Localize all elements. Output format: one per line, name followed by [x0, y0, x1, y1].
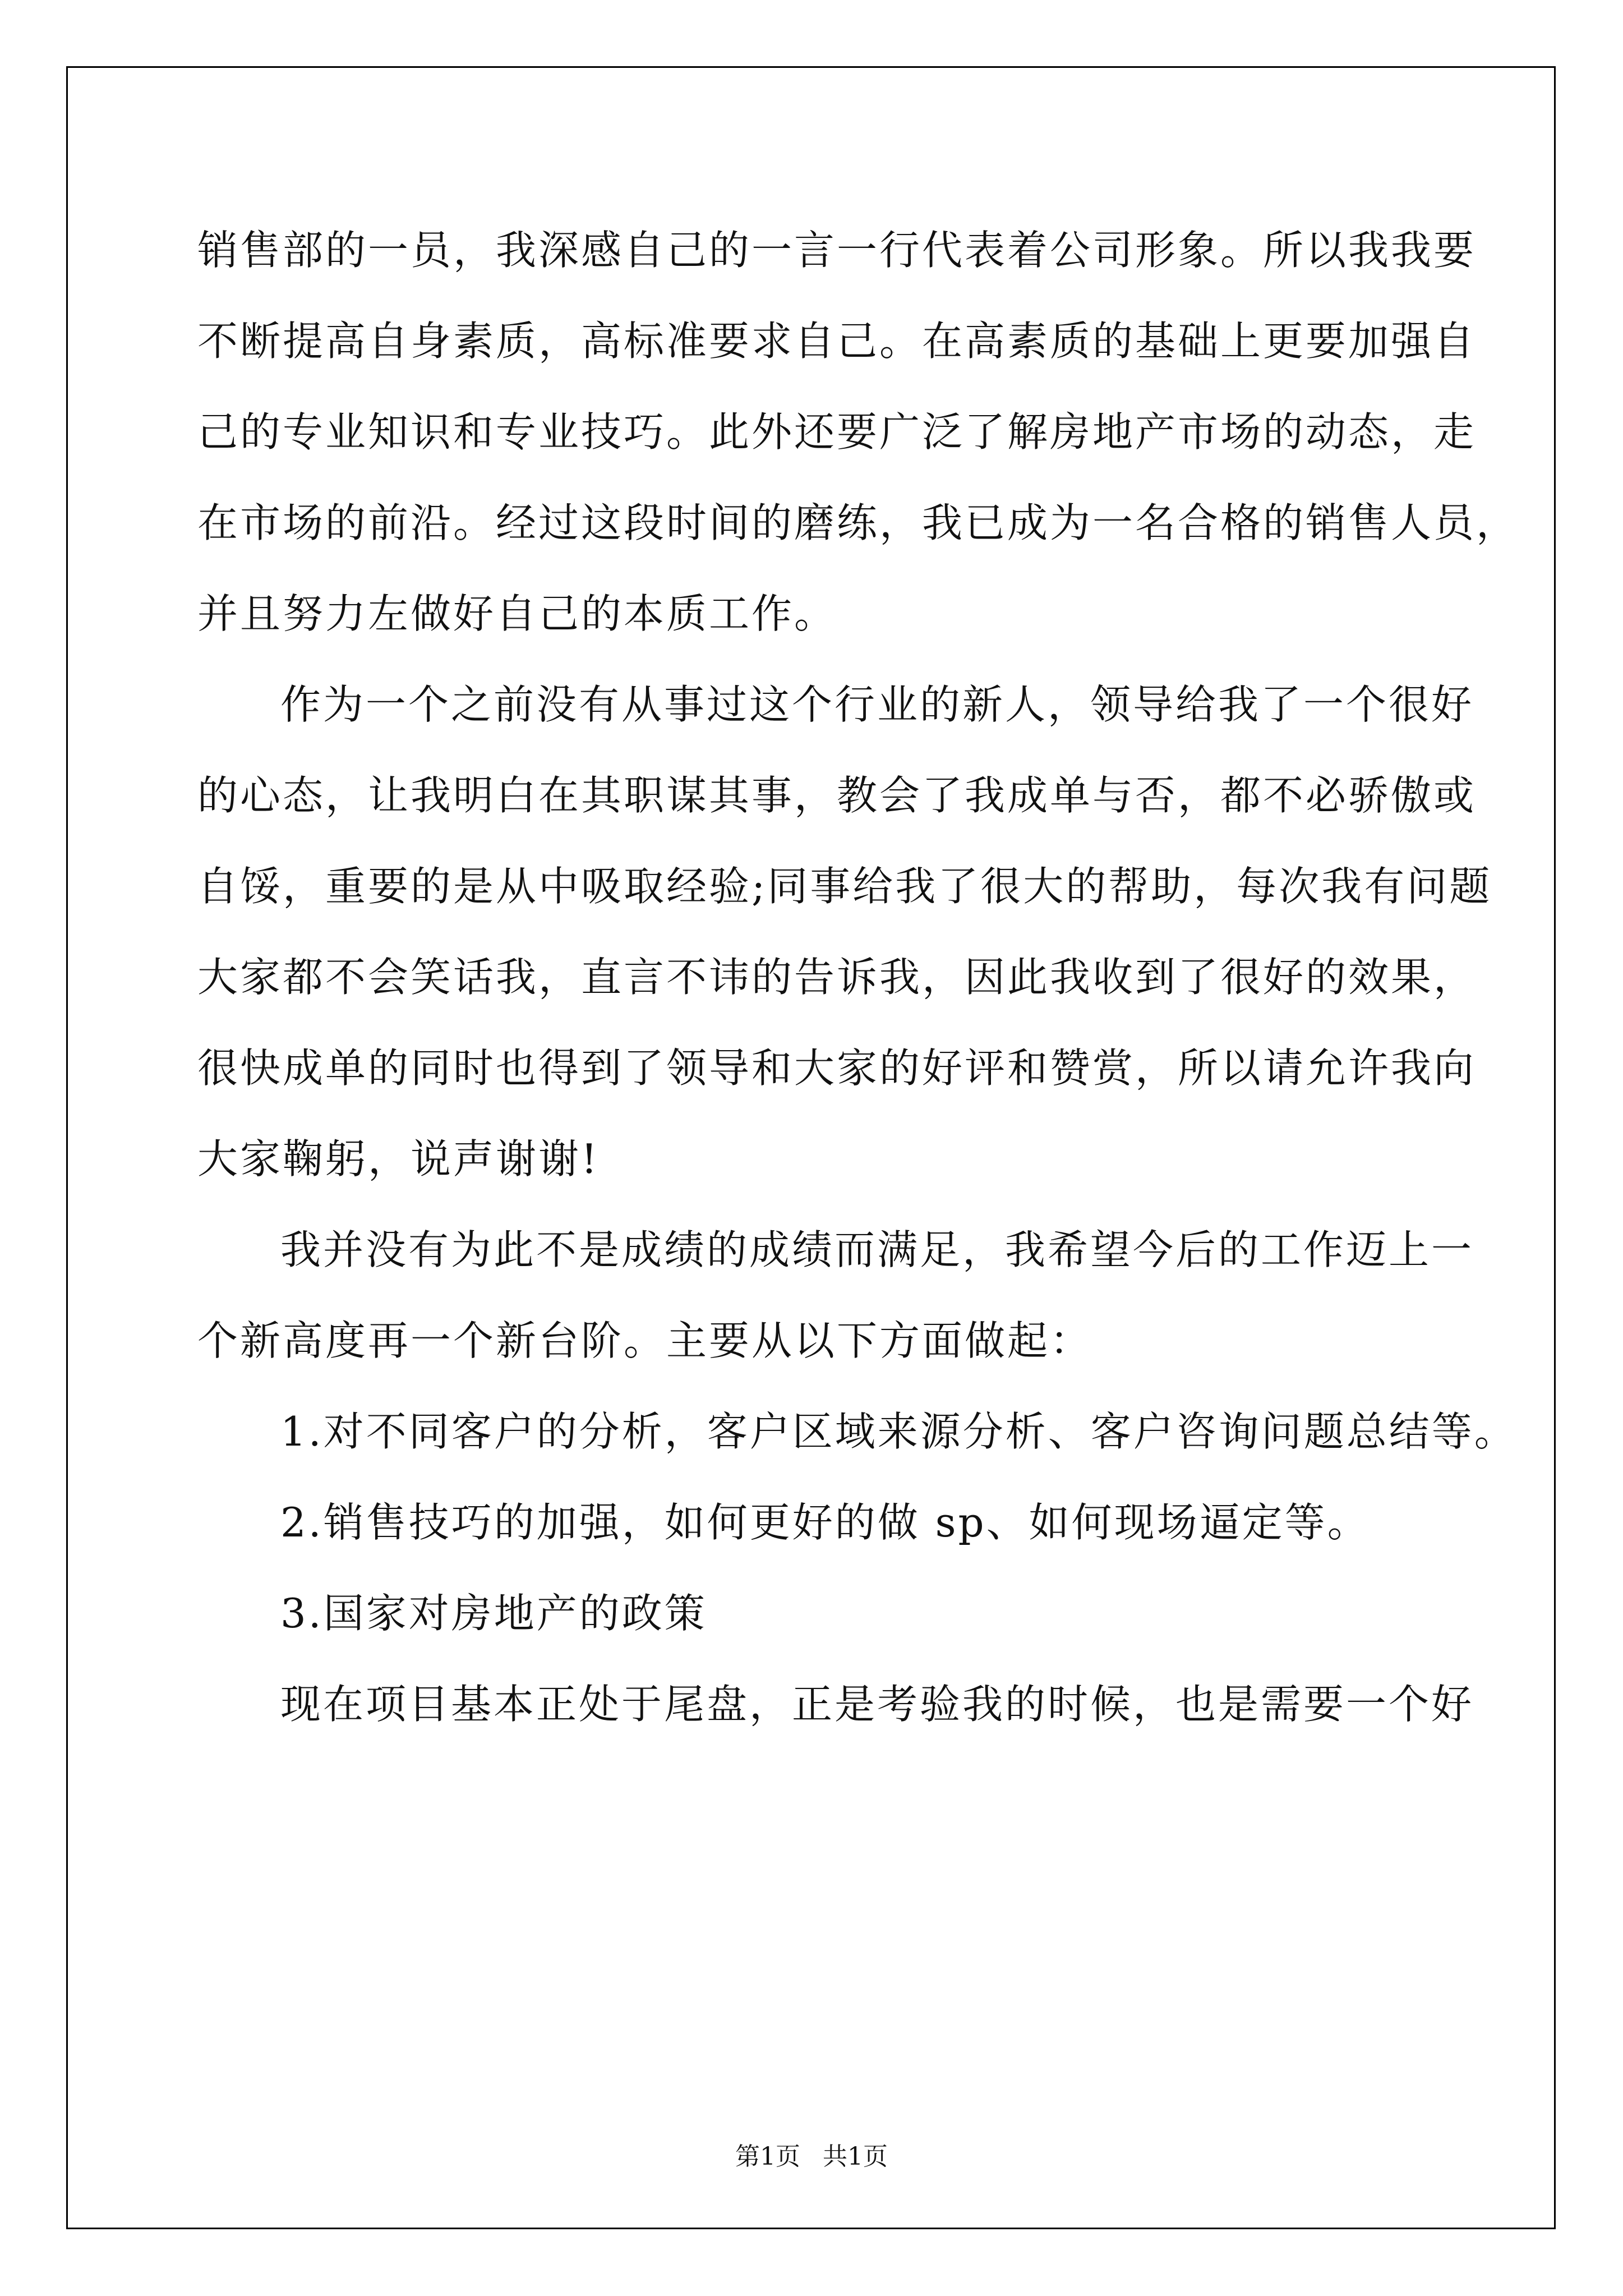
- text-line: 己的专业知识和专业技巧。此外还要广泛了解房地产市场的动态，走: [197, 408, 1477, 455]
- list-item: 2.销售技巧的加强，如何更好的做 sp、如何现场逼定等。: [280, 1499, 1370, 1546]
- list-item: 3.国家对房地产的政策: [280, 1590, 707, 1637]
- text-line: 的心态，让我明白在其职谋其事，教会了我成单与否，都不必骄傲或: [197, 772, 1477, 819]
- paragraph-first-line: 现在项目基本正处于尾盘，正是考验我的时候，也是需要一个好: [280, 1681, 1474, 1728]
- document-body: [197, 205, 1519, 1750]
- page-number: 第1页: [735, 2142, 800, 2171]
- text-line: 并且努力左做好自己的本质工作。: [197, 590, 837, 637]
- text-line: 销售部的一员，我深感自己的一言一行代表着公司形象。所以我我要: [197, 227, 1477, 274]
- text-line: 自馁，重要的是从中吸取经验;同事给我了很大的帮助，每次我有问题: [197, 863, 1492, 910]
- text-line: 不断提高自身素质，高标准要求自己。在高素质的基础上更要加强自: [197, 318, 1477, 365]
- text-line: 大家都不会笑话我，直言不讳的告诉我，因此我收到了很好的效果，: [197, 954, 1477, 1001]
- text-line: 大家鞠躬，说声谢谢!: [197, 1135, 600, 1182]
- text-line: 个新高度再一个新台阶。主要从以下方面做起：: [197, 1317, 1093, 1364]
- list-item: 1.对不同客户的分析，客户区域来源分析、客户咨询问题总结等。: [280, 1408, 1517, 1455]
- paragraph-first-line: 我并没有为此不是成绩的成绩而满足，我希望今后的工作迈上一: [280, 1226, 1474, 1273]
- paragraph-first-line: 作为一个之前没有从事过这个行业的新人，领导给我了一个很好: [280, 681, 1474, 728]
- page-footer: [0, 2136, 1623, 2172]
- page-total: 共1页: [823, 2142, 888, 2171]
- text-line: 很快成单的同时也得到了领导和大家的好评和赞赏，所以请允许我向: [197, 1045, 1477, 1092]
- text-line: 在市场的前沿。经过这段时间的磨练，我已成为一名合格的销售人员，: [197, 499, 1519, 546]
